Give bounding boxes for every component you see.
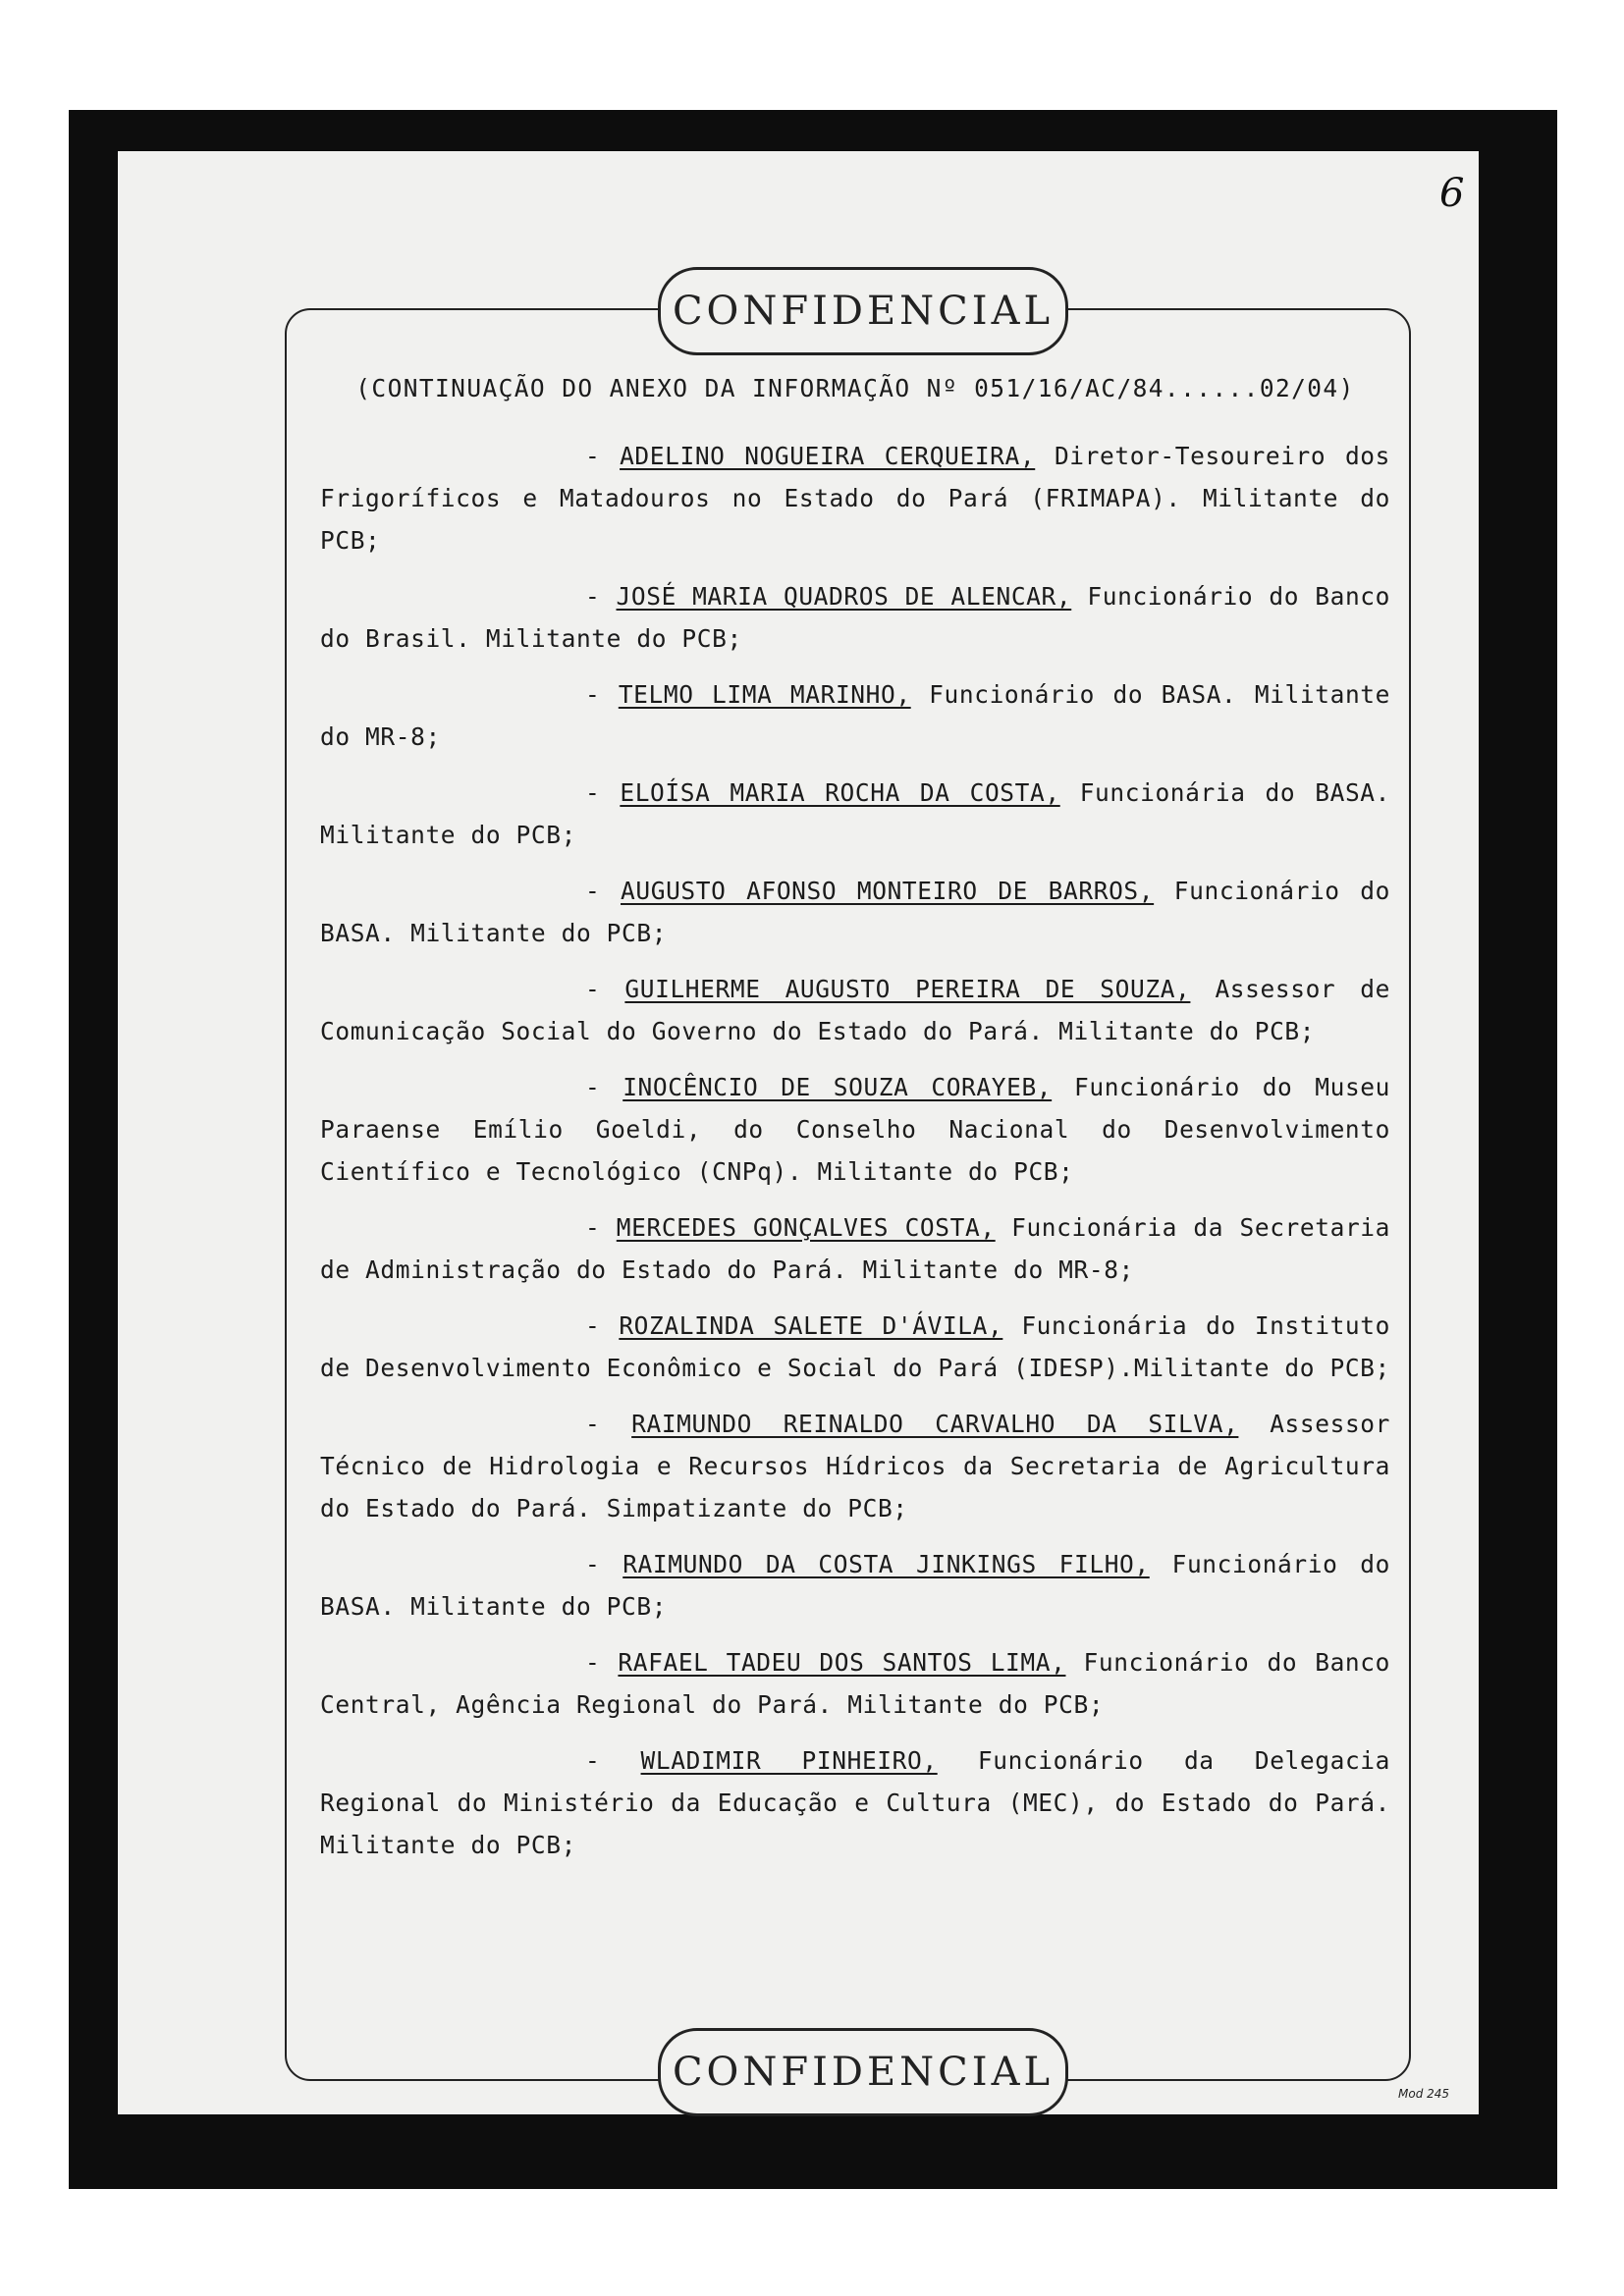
list-item: - AUGUSTO AFONSO MONTEIRO DE BARROS, Funcionário do BASA. Militante do PCB; [320,877,1390,947]
entry-name: RAIMUNDO DA COSTA JINKINGS FILHO, [623,1550,1150,1578]
document-body [320,367,1390,1880]
list-item: - ELOÍSA MARIA ROCHA DA COSTA, Funcionária do BASA. Militante do PCB; [320,778,1390,849]
entry-text: Assessor de Comunicação Social do Governo do Estado do Pará. Militante do PCB; [320,975,1391,1045]
entry-name: WLADIMIR PINHEIRO, [640,1746,938,1775]
entry-text: Funcionário do Banco do Brasil. Militante do PCB; [320,582,1390,653]
entry-name: INOCÊNCIO DE SOUZA CORAYEB, [623,1073,1053,1101]
list-item: - RAFAEL TADEU DOS SANTOS LIMA, Funcionário do Banco Central, Agência Regional do Pará. Militante do PCB; [320,1648,1390,1719]
entry-name: ELOÍSA MARIA ROCHA DA COSTA, [620,778,1060,807]
list-item: - RAIMUNDO DA COSTA JINKINGS FILHO, Funcionário do BASA. Militante do PCB; [320,1550,1390,1621]
entry-name: AUGUSTO AFONSO MONTEIRO DE BARROS, [621,877,1155,905]
list-item: - RAIMUNDO REINALDO CARVALHO DA SILVA, Assessor Técnico de Hidrologia e Recursos Hídricos da Secretaria de Agricultura do Estado do Pará. Simpatizante do PCB; [320,1410,1390,1522]
entry-name: ADELINO NOGUEIRA CERQUEIRA, [620,442,1036,470]
classification-banner-top: CONFIDENCIAL [658,267,1068,355]
list-item: - ADELINO NOGUEIRA CERQUEIRA, Diretor-Tesoureiro dos Frigoríficos e Matadouros no Estado do Pará (FRIMAPA). Militante do PCB; [320,442,1390,555]
page-number: 6 [1439,171,1465,216]
list-item: - TELMO LIMA MARINHO, Funcionário do BASA. Militante do MR-8; [320,680,1391,751]
list-item: - INOCÊNCIO DE SOUZA CORAYEB, Funcionário do Museu Paraense Emílio Goeldi, do Conselho Nacional do Desenvolvimento Científico e Tecnológico (CNPq). Militante do PCB; [320,1073,1390,1186]
entry-name: MERCEDES GONÇALVES COSTA, [616,1213,996,1242]
continuation-header: (CONTINUAÇÃO DO ANEXO DA INFORMAÇÃO Nº 051/16/AC/84......02/04) [355,374,1355,402]
entry-text: Funcionária do BASA. Militante do PCB; [320,778,1390,849]
entry-text: Funcionária do Instituto de Desenvolvimento Econômico e Social do Pará (IDESP).Militante do PCB; [320,1311,1390,1382]
entry-text: Funcionário do BASA. Militante do PCB; [320,1550,1390,1621]
scanned-page [69,110,1557,2189]
document-sheet [118,151,1479,2114]
entry-name: TELMO LIMA MARINHO, [618,680,911,709]
entry-text: Diretor-Tesoureiro dos Frigoríficos e Matadouros no Estado do Pará (FRIMAPA). Militante do PCB; [320,442,1390,555]
entry-list [320,435,1390,1866]
entry-text: Funcionário do BASA. Militante do PCB; [320,877,1390,947]
entry-text: Funcionário do BASA. Militante do MR-8; [320,680,1391,751]
entry-text: Funcionário do Banco Central, Agência Regional do Pará. Militante do PCB; [320,1648,1390,1719]
classification-banner-bottom: CONFIDENCIAL [658,2028,1068,2116]
entry-text: Funcionário da Delegacia Regional do Ministério da Educação e Cultura (MEC), do Estado do Pará. Militante do PCB; [320,1746,1390,1859]
entry-text: Assessor Técnico de Hidrologia e Recursos Hídricos da Secretaria de Agricultura do Estado do Pará. Simpatizante do PCB; [320,1410,1390,1522]
list-item: - GUILHERME AUGUSTO PEREIRA DE SOUZA, Assessor de Comunicação Social do Governo do Estado do Pará. Militante do PCB; [320,975,1391,1045]
list-item: - JOSÉ MARIA QUADROS DE ALENCAR, Funcionário do Banco do Brasil. Militante do PCB; [320,582,1390,653]
form-mark: Mod 245 [1398,2087,1450,2101]
entry-name: GUILHERME AUGUSTO PEREIRA DE SOUZA, [624,975,1191,1003]
list-item: - WLADIMIR PINHEIRO, Funcionário da Delegacia Regional do Ministério da Educação e Cultura (MEC), do Estado do Pará. Militante do PCB; [320,1746,1390,1859]
entry-name: ROZALINDA SALETE D'ÁVILA, [619,1311,1003,1340]
entry-text: Funcionário do Museu Paraense Emílio Goeldi, do Conselho Nacional do Desenvolvimento Científico e Tecnológico (CNPq). Militante do PCB; [320,1073,1390,1186]
list-item: - MERCEDES GONÇALVES COSTA, Funcionária da Secretaria de Administração do Estado do Pará. Militante do MR-8; [320,1213,1391,1284]
entry-name: RAIMUNDO REINALDO CARVALHO DA SILVA, [631,1410,1239,1438]
list-item: - ROZALINDA SALETE D'ÁVILA, Funcionária do Instituto de Desenvolvimento Econômico e Social do Pará (IDESP).Militante do PCB; [320,1311,1390,1382]
entry-name: JOSÉ MARIA QUADROS DE ALENCAR, [616,582,1072,611]
entry-text: Funcionária da Secretaria de Administração do Estado do Pará. Militante do MR-8; [320,1213,1391,1284]
entry-name: RAFAEL TADEU DOS SANTOS LIMA, [618,1648,1066,1677]
